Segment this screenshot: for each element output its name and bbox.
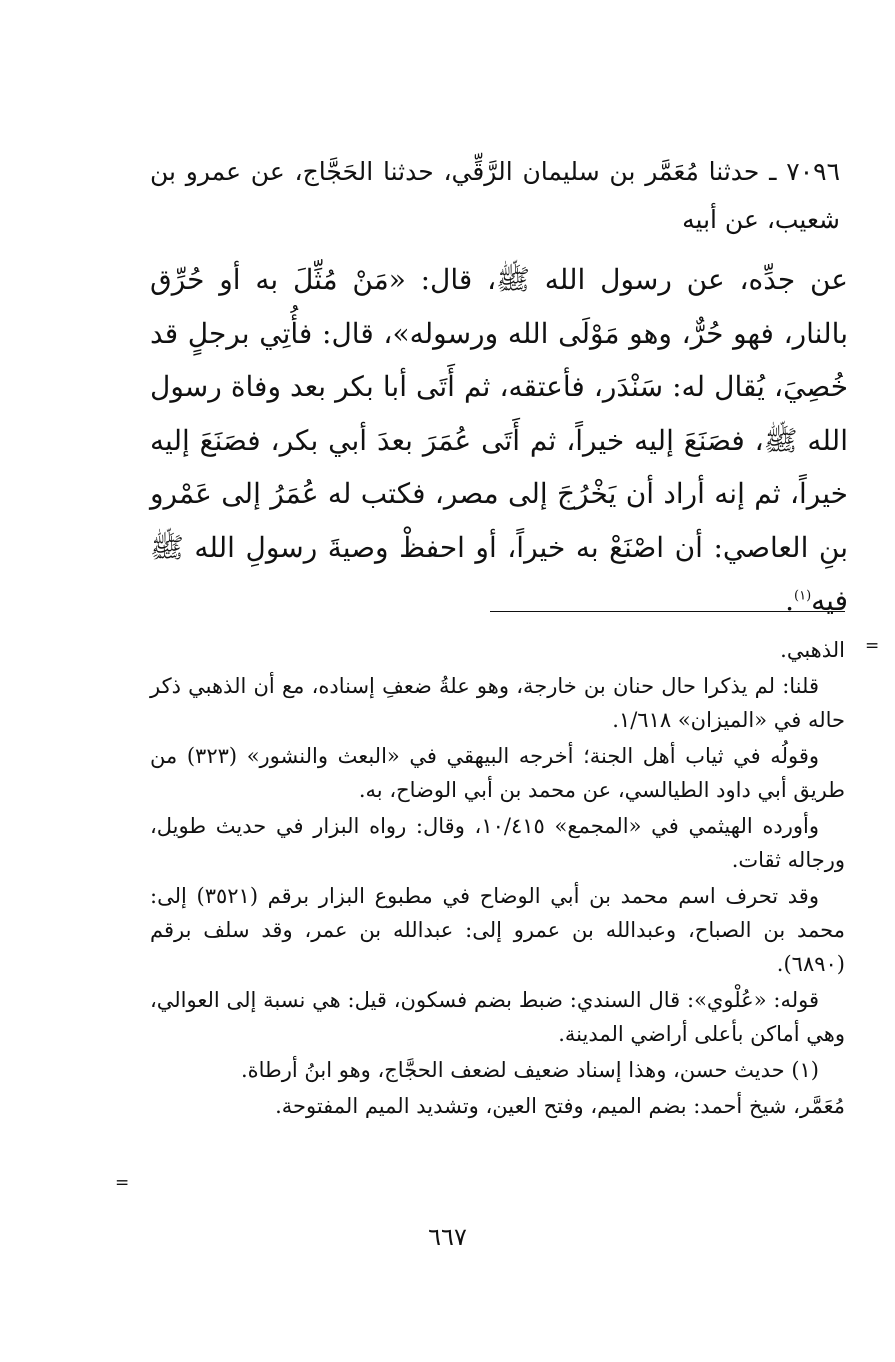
hadith-body-text: عن جدِّه، عن رسول الله ﷺ، قال: «مَنْ مُثِّلَ به أو حُرِّق بالنار، فهو حُرٌّ، وهو مَوْلَى الله ورسوله»، قال: فأُتِي برجلٍ قد خُصِيَ، يُقال له: سَنْدَر، فأعتقه، ثم أَتَى أبا بكر بعد وفاة رسول الله ﷺ، فصَنَعَ إليه خيراً، ثم أَتَى عُمَرَ بعدَ أبي بكر، فصَنَعَ إليه خيراً، ثم إنه أراد أن يَخْرُجَ إلى مصر، فكتب له عُمَرُ إلى عَمْرو بنِ العاصي: أن اصْنَعْ به خيراً، أو احفظْ وصيةَ رسولِ الله ﷺ فيه [150,263,849,617]
footnote-paragraph: وأورده الهيثمي في «المجمع» ١٠/٤١٥، وقال: رواه البزار في حديث طويل، ورجاله ثقات. [150,814,845,872]
footnote-paragraph: قوله: «عُلْوي»: قال السندي: ضبط بضم فسكون، قيل: هي نسبة إلى العوالي، وهي أماكن بأعلى أراضي المدينة. [150,988,845,1046]
hadith-body-paragraph [150,253,848,628]
footnote-paragraph: وقد تحرف اسم محمد بن أبي الوضاح في مطبوع البزار برقم (٣٥٢١) إلى: محمد بن الصباح، وعبدالله بن عمرو إلى: عبدالله بن عمر، وقد سلف برقم (٦٨٩٠). [150,884,845,976]
hadith-intro-text: ٧٠٩٦ ـ حدثنا مُعَمَّر بن سليمان الرَّقِّي، حدثنا الحَجَّاج، عن عمرو بن شعيب، عن أبيه [150,157,840,234]
footnotes-section [150,633,845,1125]
footnote-paragraph: قلنا: لم يذكرا حال حنان بن خارجة، وهو علةُ ضعفِ إسناده، مع أن الذهبي ذكر حاله في «الميزان» ١/٦١٨. [150,674,845,732]
footnote-1: (١) حديث حسن، وهذا إسناد ضعيف لضعف الحجَّاج، وهو ابنُ أرطاة. [240,1058,819,1082]
footnote-paragraph: وقولُه في ثياب أهل الجنة؛ أخرجه البيهقي في «البعث والنشور» (٣٢٣) من طريق أبي داود الطيالسي، عن محمد بن أبي الوضاح، به. [150,744,845,802]
footnote-paragraph: الذهبي. [780,638,845,662]
continuation-mark-bottom: = [115,1173,130,1193]
hadith-isnad [150,148,840,244]
page-number: ٦٦٧ [428,1223,467,1251]
footnote-paragraph: مُعَمَّر، شيخ أحمد: بضم الميم، وفتح العين، وتشديد الميم المفتوحة. [275,1094,845,1118]
hadith-body-end: . [785,584,794,617]
footnote-reference: (١) [794,588,812,604]
continuation-mark-top: = [865,636,880,656]
footnote-separator [490,611,845,612]
hadith-matn [150,253,848,628]
